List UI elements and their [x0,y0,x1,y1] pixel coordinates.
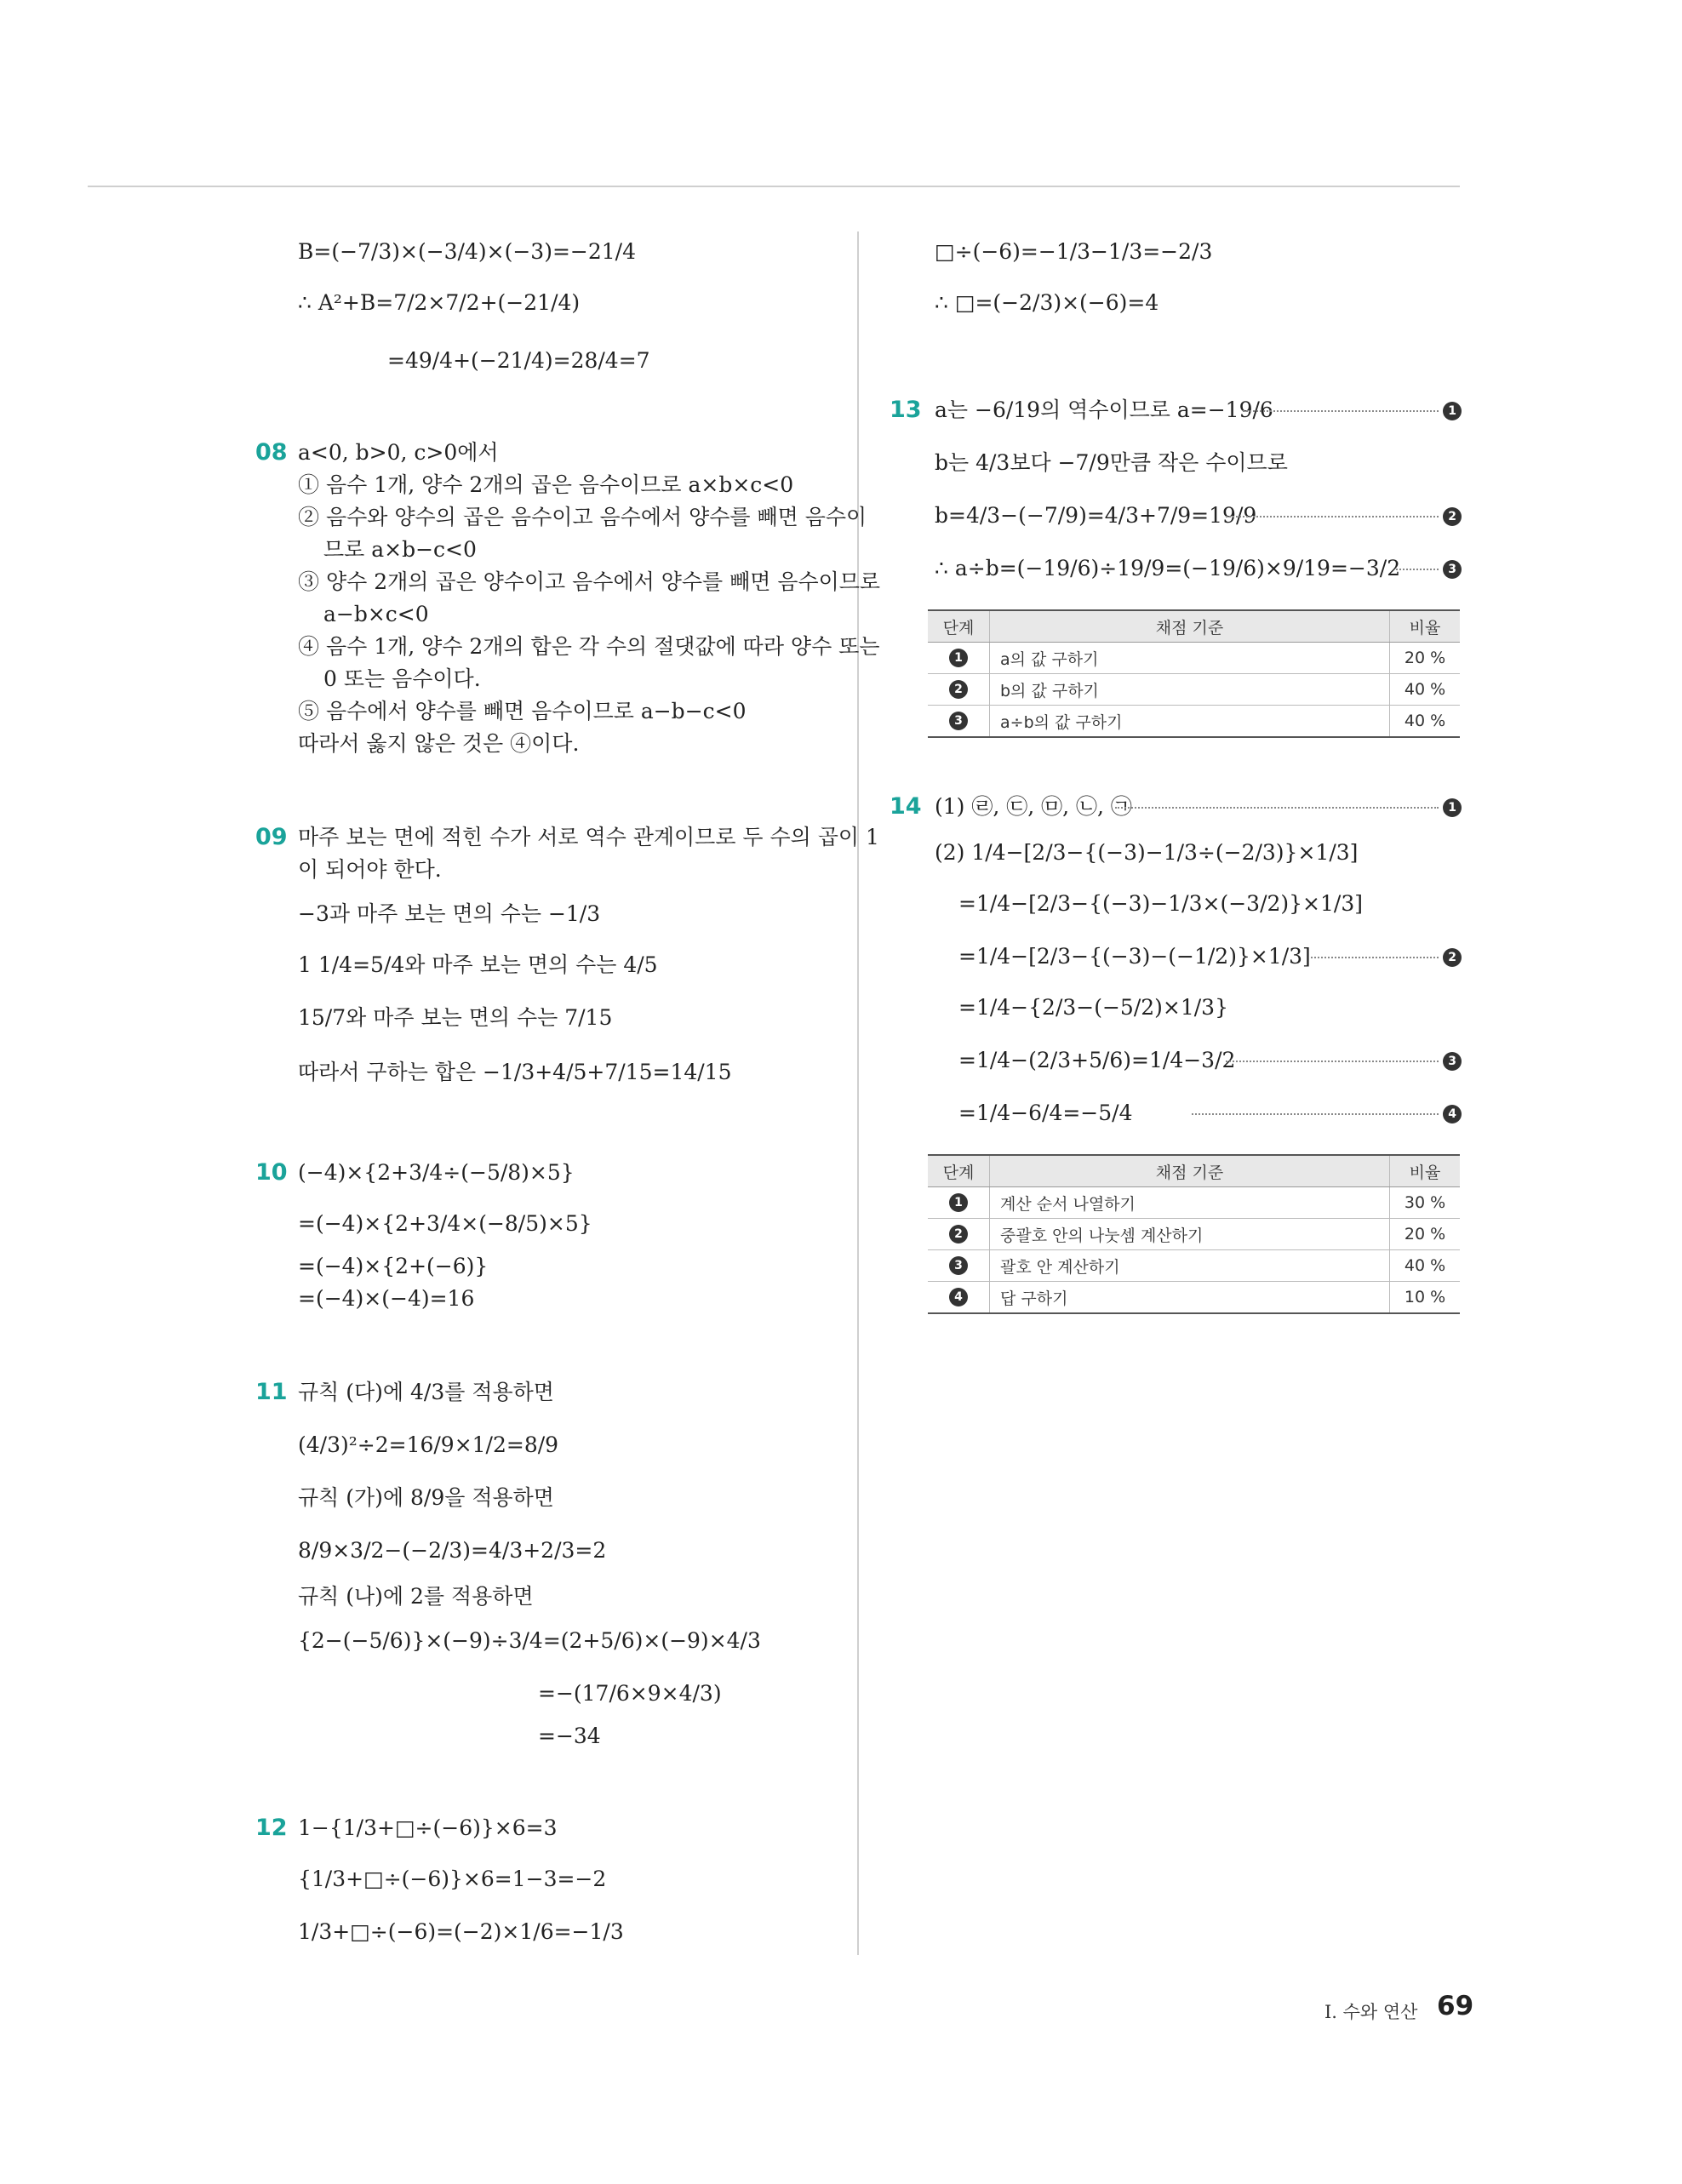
solution-line: a−b×c<0 [323,602,429,626]
problem-number-09: 09 [255,824,288,850]
problem-number-12: 12 [255,1815,288,1841]
table-cell: 30 % [1390,1187,1461,1219]
step-marker: 1 [949,1193,968,1212]
solution-line: ∴ a÷b=(−19/6)÷19/9=(−19/6)×9/19=−3/2 [935,556,1401,580]
table-cell: 답 구하기 [990,1282,1390,1314]
table-cell: 괄호 안 계산하기 [990,1250,1390,1282]
table-cell: 40 % [1390,706,1461,738]
solution-line: 규칙 (가)에 8/9을 적용하면 [298,1485,554,1510]
solution-line: 규칙 (나)에 2를 적용하면 [298,1584,534,1609]
solution-line: (1) ㉣, ㉢, ㉤, ㉡, ㉠ [935,794,1132,819]
solution-line: =−34 [538,1724,601,1748]
problem-number-08: 08 [255,439,288,466]
dotted-leader [1226,1052,1462,1071]
step-marker: 1 [1443,402,1462,420]
solution-line: 이 되어야 한다. [298,857,442,882]
solution-line: {2−(−5/6)}×(−9)÷3/4=(2+5/6)×(−9)×4/3 [298,1628,761,1653]
table-header: 채점 기준 [990,610,1390,643]
scoring-table-13 [928,609,1460,738]
table-cell: 10 % [1390,1282,1461,1314]
solution-line: =1/4−(2/3+5/6)=1/4−3/2 [958,1048,1236,1072]
solution-line: (4/3)²÷2=16/9×1/2=8/9 [298,1432,559,1457]
table-cell: a의 값 구하기 [990,643,1390,674]
table-row [928,1250,1460,1282]
step-marker: 3 [1443,1052,1462,1071]
section-label: I. 수와 연산 [1324,2002,1418,2022]
table-row [928,1282,1460,1314]
solution-line: ∴ □=(−2/3)×(−6)=4 [935,290,1159,315]
step-marker: 1 [1443,798,1462,817]
table-cell: 20 % [1390,643,1461,674]
page-number: 69 [1437,1991,1474,2021]
table-cell: a÷b의 값 구하기 [990,706,1390,738]
solution-line: 므로 a×b−c<0 [323,537,477,562]
solution-line: 따라서 구하는 합은 −1/3+4/5+7/15=14/15 [298,1060,732,1084]
step-marker: 4 [949,1288,968,1306]
problem-number-10: 10 [255,1159,288,1186]
solution-line: =−(17/6×9×4/3) [538,1681,722,1706]
solution-line: =49/4+(−21/4)=28/4=7 [387,348,650,373]
solution-line: B=(−7/3)×(−3/4)×(−3)=−21/4 [298,239,636,264]
solution-line: =1/4−[2/3−{(−3)−(−1/2)}×1/3] [958,944,1311,969]
solution-line: 마주 보는 면에 적힌 수가 서로 역수 관계이므로 두 수의 곱이 1 [298,825,879,849]
dotted-leader [1243,402,1462,420]
solution-line: =(−4)×{2+(−6)} [298,1254,489,1278]
step-marker: 2 [1443,948,1462,967]
top-rule [88,186,1460,187]
step-marker: 3 [949,712,968,730]
solution-line: −3과 마주 보는 면의 수는 −1/3 [298,901,601,926]
solution-line: 0 또는 음수이다. [323,666,481,691]
solution-line: 8/9×3/2−(−2/3)=4/3+2/3=2 [298,1538,607,1563]
table-row [928,706,1460,738]
table-cell: 40 % [1390,674,1461,706]
table-cell: 40 % [1390,1250,1461,1282]
solution-line: 1−{1/3+□÷(−6)}×6=3 [298,1815,558,1840]
table-header: 단계 [928,610,990,643]
dotted-leader [1226,507,1462,526]
dotted-leader [1311,948,1462,967]
problem-number-14: 14 [890,793,922,820]
step-marker: 3 [1443,560,1462,579]
step-marker: 4 [1443,1105,1462,1123]
solution-line: ③ 양수 2개의 곱은 양수이고 음수에서 양수를 빼면 음수이므로 [298,569,881,594]
solution-line: =(−4)×{2+3/4×(−8/5)×5} [298,1211,592,1236]
table-cell: 20 % [1390,1219,1461,1250]
table-row [928,1219,1460,1250]
problem-number-13: 13 [890,397,922,423]
solution-line: □÷(−6)=−1/3−1/3=−2/3 [935,239,1213,264]
step-marker: 2 [949,1225,968,1244]
column-divider [857,232,859,1955]
step-marker: 1 [949,649,968,667]
solution-line: a는 −6/19의 역수이므로 a=−19/6 [935,397,1273,422]
table-header: 비율 [1390,1155,1461,1187]
step-marker: 2 [1443,507,1462,526]
solution-line: 15/7와 마주 보는 면의 수는 7/15 [298,1005,613,1030]
solution-line: b=4/3−(−7/9)=4/3+7/9=19/9 [935,503,1257,528]
solution-line: ∴ A²+B=7/2×7/2+(−21/4) [298,290,581,315]
solution-line: 1/3+□÷(−6)=(−2)×1/6=−1/3 [298,1919,624,1944]
table-cell: 중괄호 안의 나눗셈 계산하기 [990,1219,1390,1250]
dotted-leader [1192,1105,1462,1123]
solution-line: 규칙 (다)에 4/3를 적용하면 [298,1380,554,1404]
table-row [928,674,1460,706]
solution-line: {1/3+□÷(−6)}×6=1−3=−2 [298,1867,607,1891]
solution-line: =1/4−[2/3−{(−3)−1/3×(−3/2)}×1/3] [958,891,1363,916]
solution-line: ⑤ 음수에서 양수를 빼면 음수이므로 a−b−c<0 [298,699,747,723]
dotted-leader [1396,560,1462,579]
table-header: 비율 [1390,610,1461,643]
step-marker: 3 [949,1256,968,1275]
solution-line: =1/4−6/4=−5/4 [958,1101,1133,1125]
table-row [928,1187,1460,1219]
solution-line: =1/4−{2/3−(−5/2)×1/3} [958,995,1228,1020]
problem-number-11: 11 [255,1379,288,1405]
dotted-leader [1115,798,1462,817]
table-row [928,643,1460,674]
solution-line: b는 4/3보다 −7/9만큼 작은 수이므로 [935,450,1288,475]
solution-line: ② 음수와 양수의 곱은 음수이고 음수에서 양수를 빼면 음수이 [298,505,867,529]
solution-line: =(−4)×(−4)=16 [298,1286,475,1311]
solution-line: 1 1/4=5/4와 마주 보는 면의 수는 4/5 [298,952,658,977]
table-header: 채점 기준 [990,1155,1390,1187]
solution-line: a<0, b>0, c>0에서 [298,440,499,465]
table-cell: 계산 순서 나열하기 [990,1187,1390,1219]
solution-line: (−4)×{2+3/4÷(−5/8)×5} [298,1160,575,1185]
scoring-table-14 [928,1154,1460,1314]
table-header: 단계 [928,1155,990,1187]
solution-line: ① 음수 1개, 양수 2개의 곱은 음수이므로 a×b×c<0 [298,472,794,497]
step-marker: 2 [949,680,968,699]
solution-line: 따라서 옳지 않은 것은 ④이다. [298,731,580,756]
solution-line: (2) 1/4−[2/3−{(−3)−1/3÷(−2/3)}×1/3] [935,840,1359,865]
solution-line: ④ 음수 1개, 양수 2개의 합은 각 수의 절댓값에 따라 양수 또는 [298,634,880,659]
table-cell: b의 값 구하기 [990,674,1390,706]
